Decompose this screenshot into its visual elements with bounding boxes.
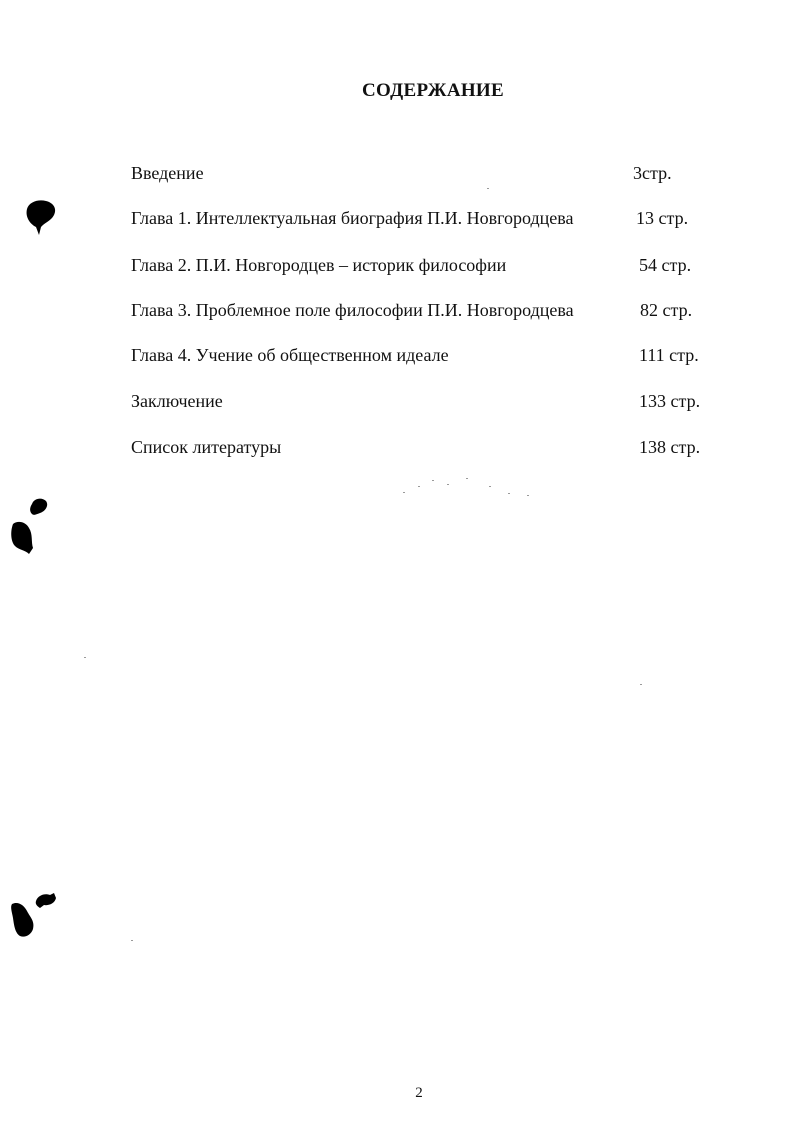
toc-entry-chapter-1: Глава 1. Интеллектуальная биография П.И. Новгородцева	[131, 208, 574, 228]
toc-page-chapter-2: 54 стр.	[639, 255, 692, 275]
toc-page-conclusion: 133 стр.	[639, 391, 701, 411]
toc-entry-chapter-3: Глава 3. Проблемное поле философии П.И. Новгородцева	[131, 300, 574, 320]
page-title: СОДЕРЖАНИЕ	[362, 80, 504, 101]
scan-speck	[418, 486, 420, 487]
toc-entry-chapter-2: Глава 2. П.И. Новгородцев – историк философии	[131, 255, 507, 275]
scan-speck	[489, 486, 491, 487]
toc-entry-bibliography: Список литературы	[131, 437, 282, 457]
scan-speck	[640, 684, 642, 685]
toc-page-chapter-4: 111 стр.	[639, 345, 699, 365]
toc-page-bibliography: 138 стр.	[639, 437, 701, 457]
scan-speck	[131, 940, 133, 941]
scan-speck	[84, 657, 86, 658]
toc-page-chapter-3: 82 стр.	[640, 300, 693, 320]
scan-speck	[487, 188, 489, 189]
ink-blot-lower-small	[34, 892, 58, 910]
scan-speck	[466, 478, 468, 479]
ink-blot-middle-small	[28, 496, 50, 518]
toc-entry-introduction: Введение	[131, 163, 204, 183]
ink-blot-middle	[9, 520, 35, 556]
scan-speck	[403, 492, 405, 493]
toc-page-chapter-1: 13 стр.	[636, 208, 689, 228]
toc-page-introduction: 3стр.	[633, 163, 672, 183]
scan-speck	[432, 480, 434, 481]
scan-speck	[527, 495, 529, 496]
toc-entry-conclusion: Заключение	[131, 391, 223, 411]
scan-speck	[508, 493, 510, 494]
page-number: 2	[415, 1085, 423, 1101]
ink-blot-lower	[9, 901, 37, 939]
toc-entry-chapter-4: Глава 4. Учение об общественном идеале	[131, 345, 449, 365]
ink-blot-top	[24, 199, 58, 237]
scan-speck	[447, 484, 449, 485]
